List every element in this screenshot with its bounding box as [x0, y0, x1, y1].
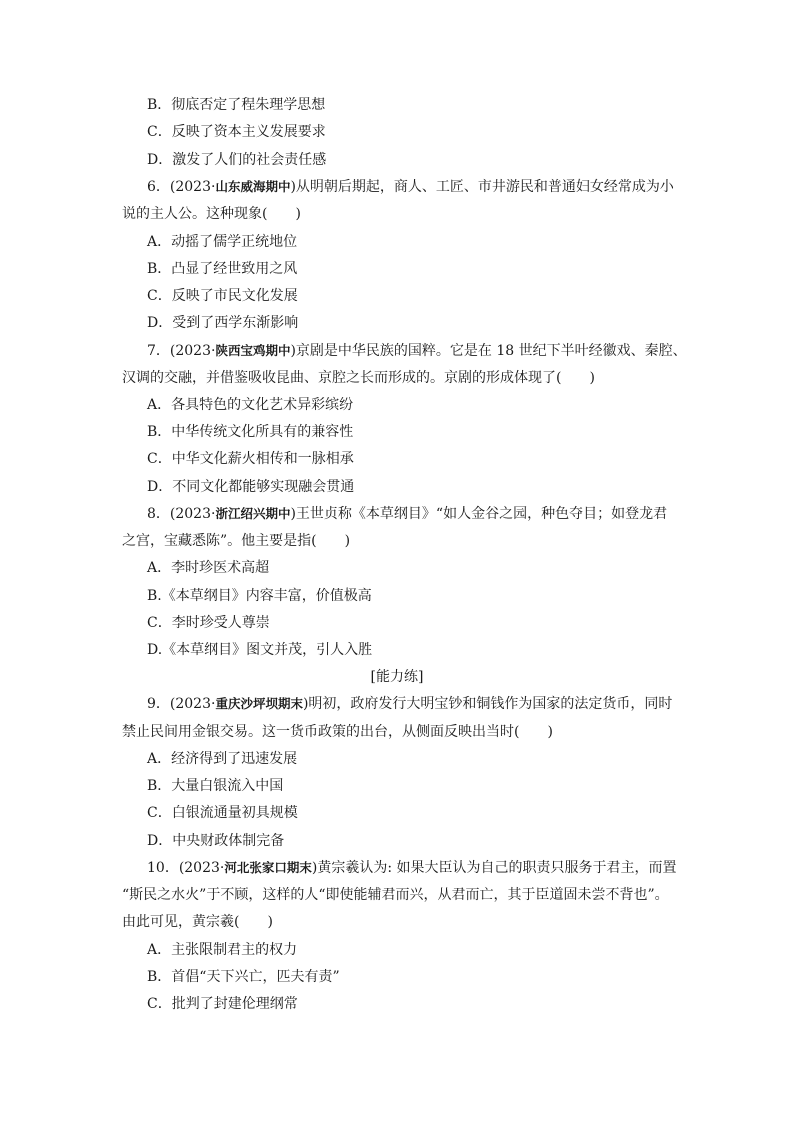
- q6-option-c: C．反映了市民文化发展: [147, 288, 298, 304]
- section-title: [能力练]: [370, 669, 424, 685]
- q7-option-a: A．各具特色的文化艺术异彩缤纷: [147, 397, 354, 413]
- q5-option-b: B．彻底否定了程朱理学思想: [147, 97, 326, 113]
- q10-stem-line-3: 由此可见，黄宗羲( ): [122, 914, 273, 930]
- q7-stem-line-1: [147, 341, 687, 361]
- q7-option-b: B．中华传统文化所具有的兼容性: [147, 424, 354, 440]
- q7-stem-text: )京剧是中华民族的国粹。它是在 18 世纪下半叶经徽戏、秦腔、: [290, 343, 687, 359]
- q9-stem-line-2: 禁止民间用金银交易。这一货币政策的出台，从侧面反映出当时( ): [122, 724, 553, 740]
- q9-option-d: D．中央财政体制完备: [147, 833, 285, 849]
- q8-option-c: C．李时珍受人尊崇: [147, 615, 270, 631]
- q10-number: 10．(2023·: [147, 860, 225, 876]
- q6-source: 山东威海期中: [215, 179, 291, 194]
- q10-option-b: B．首倡“天下兴亡，匹夫有责”: [147, 969, 340, 985]
- q6-stem-line-1: [147, 177, 674, 197]
- q8-number: 8．(2023·: [147, 506, 216, 522]
- q9-source: 重庆沙坪坝期末: [215, 696, 303, 711]
- q10-stem-text: )黄宗羲认为: 如果大臣认为自己的职责只服务于君主，而置: [311, 860, 677, 876]
- q8-option-d: D.《本草纲目》图文并茂，引人入胜: [147, 642, 373, 658]
- q7-option-c: C．中华文化薪火相传和一脉相承: [147, 451, 354, 467]
- q8-stem-line-1: [147, 504, 667, 524]
- q6-option-d: D．受到了西学东渐影响: [147, 315, 299, 331]
- q5-option-d: D．激发了人们的社会责任感: [147, 152, 327, 168]
- q10-option-c: C．批判了封建伦理纲常: [147, 996, 298, 1012]
- q9-option-a: A．经济得到了迅速发展: [147, 751, 298, 767]
- q7-stem-line-2: 汉调的交融，并借鉴吸收昆曲、京腔之长而形成的。京剧的形成体现了( ): [122, 370, 595, 386]
- q10-stem-line-1: [147, 858, 677, 878]
- q6-stem-text: )从明朝后期起，商人、工匠、市井游民和普通妇女经常成为小: [290, 179, 674, 195]
- q9-stem-line-1: [147, 694, 672, 714]
- q8-option-b: B.《本草纲目》内容丰富，价值极高: [147, 588, 372, 604]
- q6-stem-line-2: 说的主人公。这种现象( ): [122, 206, 301, 222]
- q5-option-c: C．反映了资本主义发展要求: [147, 124, 326, 140]
- q9-stem-text: )明初，政府发行大明宝钞和铜钱作为国家的法定货币，同时: [302, 696, 673, 712]
- q8-option-a: A．李时珍医术高超: [147, 560, 270, 576]
- q7-number: 7．(2023·: [147, 343, 216, 359]
- q9-option-c: C．白银流通量初具规模: [147, 805, 298, 821]
- q10-option-a: A．主张限制君主的权力: [147, 942, 298, 958]
- q6-option-a: A．动摇了儒学正统地位: [147, 234, 298, 250]
- q8-stem-line-2: 之宫，宝藏悉陈”。他主要是指( ): [122, 533, 351, 549]
- q6-number: 6．(2023·: [147, 179, 216, 195]
- q6-option-b: B．凸显了经世致用之风: [147, 261, 298, 277]
- q9-number: 9．(2023·: [147, 696, 216, 712]
- q10-stem-line-2: “斯民之水火”于不顾，这样的人“即使能辅君而兴，从君而亡，其于臣道固未尝不背也”。: [122, 887, 669, 903]
- q9-option-b: B．大量白银流入中国: [147, 778, 284, 794]
- q8-source: 浙江绍兴期中: [215, 506, 291, 521]
- q10-source: 河北张家口期末: [224, 860, 312, 875]
- q7-source: 陕西宝鸡期中: [215, 343, 291, 358]
- q8-stem-text: )王世贞称《本草纲目》“如人金谷之园，种色夺目；如登龙君: [290, 506, 668, 522]
- q7-option-d: D．不同文化都能够实现融会贯通: [147, 479, 355, 495]
